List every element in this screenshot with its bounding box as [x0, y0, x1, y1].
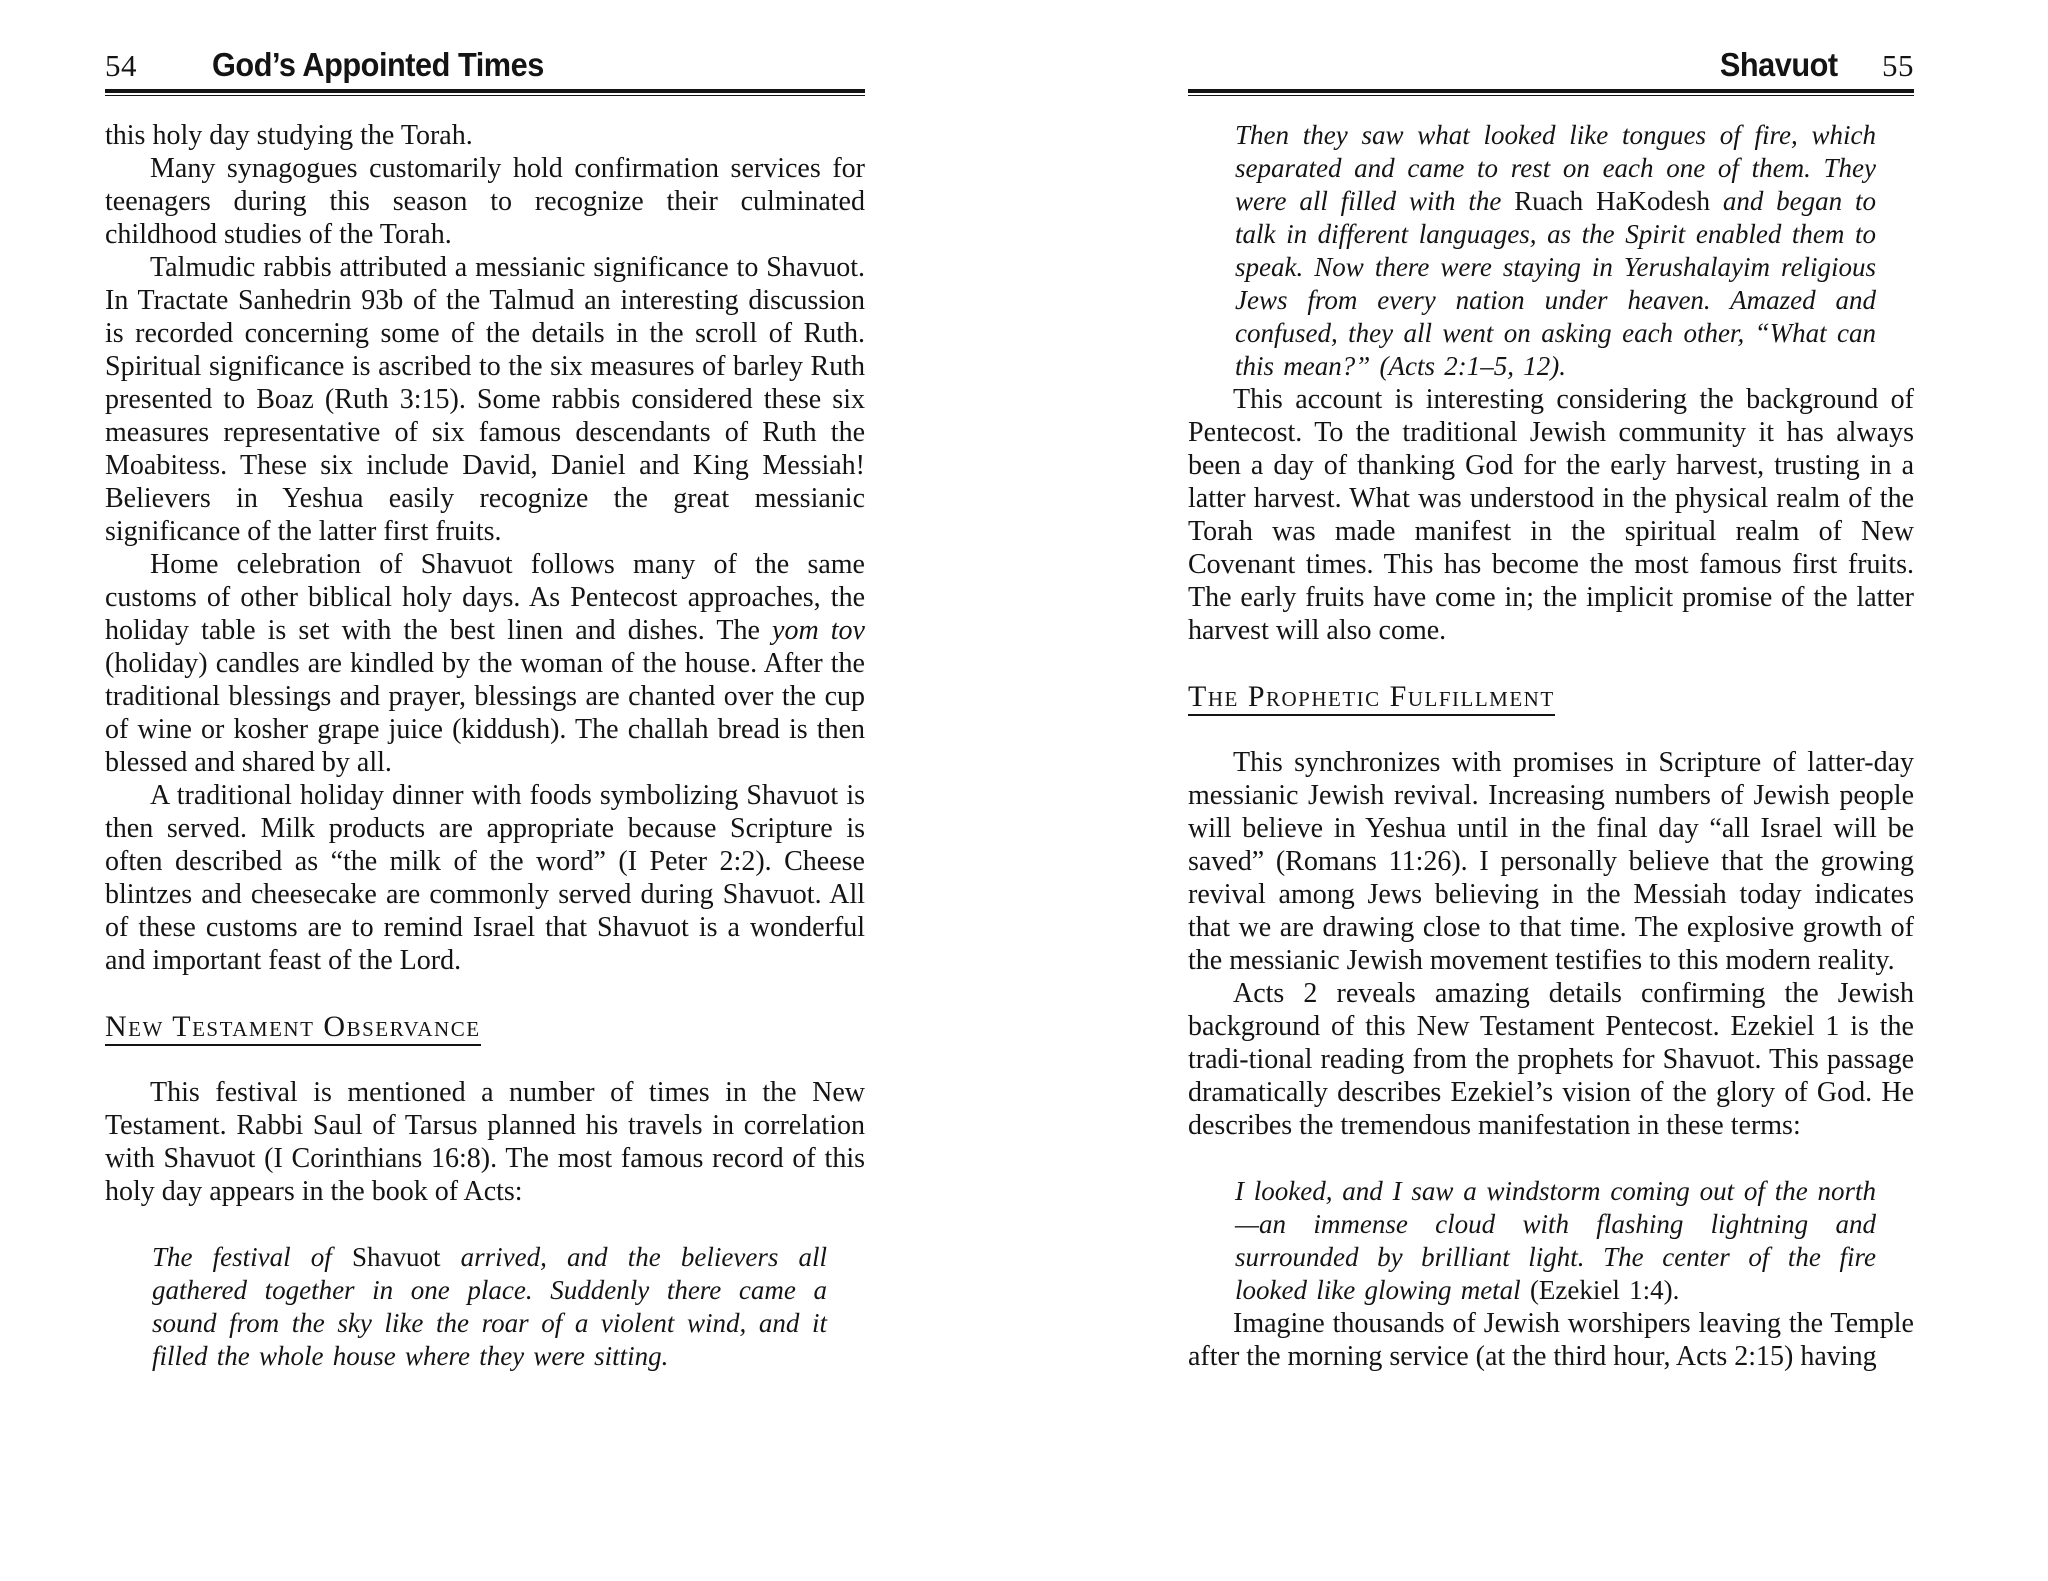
block-quote	[1235, 119, 1876, 383]
block-quote	[1235, 1175, 1876, 1307]
header-rule-right	[1188, 89, 1914, 96]
text-segment: This synchronizes with promises in Scripture of latter-day messianic Jewish revival. Increasing numbers of Jewish people will believe in Yeshua until in the final day “all Israel will be saved” (Romans 11:26). I personally believe that the growing revival among Jews believing in the Messiah today indicates that we are drawing close to that time. The explosive growth of the messianic Jewish movement testifies to this modern reality.	[1188, 747, 1914, 976]
text-segment: Talmudic rabbis attributed a messianic significance to Shavuot. In Tractate Sanhedrin 93b of the Talmud an interesting discussion is recorded concerning some of the details in the scroll of Ruth. Spiritual significance is ascribed to the six measures of barley Ruth presented to Boaz (Ruth 3:15). Some rabbis considered these six measures representative of six famous descendants of Ruth the Moabitess. These six include David, Daniel and King Messiah! Believers in Yeshua easily recognize the great messianic significance of the latter first fruits.	[105, 252, 865, 547]
running-title-right: Shavuot	[1720, 46, 1838, 83]
paragraph	[105, 152, 865, 251]
header-rule-left	[105, 89, 865, 96]
paragraph	[1188, 383, 1914, 647]
block-quote	[152, 1241, 827, 1373]
text-segment: Home celebration of Shavuot follows many of the same customs of other biblical holy days. As Pentecost approaches, the holiday table is set with the best linen and dishes. The	[105, 549, 865, 646]
text-segment: The Prophetic Fulfillment	[1188, 680, 1555, 716]
text-segment: (Ezekiel 1:4).	[1529, 1275, 1680, 1305]
text-segment: Many synagogues customarily hold confirmation services for teenagers during this season to recognize their culminated childhood studies of the Torah.	[105, 153, 865, 250]
running-title-left: God’s Appointed Times	[212, 46, 544, 83]
page-left-header	[105, 46, 865, 84]
paragraph	[1188, 977, 1914, 1142]
text-segment: Then they saw what looked like tongues of fire, which separated and came to rest on each one of them. They were all filled with the	[1235, 120, 1876, 216]
text-segment: this holy day studying the Torah.	[105, 120, 473, 151]
text-segment: yom tov	[772, 615, 865, 646]
text-segment: The festival of	[152, 1242, 352, 1272]
page-number-left: 54	[105, 48, 137, 83]
paragraph	[105, 251, 865, 548]
paragraph	[1188, 1307, 1914, 1373]
page-right	[1188, 46, 1914, 1373]
page-left-body	[105, 119, 865, 1373]
text-segment: Imagine thousands of Jewish worshipers leaving the Temple after the morning service (at the third hour, Acts 2:15) having	[1188, 1308, 1914, 1372]
text-segment: and began to talk in different languages, as the Spirit enabled them to speak. Now there were staying in Yerushalayim religious Jews from every nation under heaven. Amazed and confused, they all went on asking each other, “What can this mean?” (Acts 2:1–5, 12).	[1235, 186, 1876, 381]
text-segment: New Testament Observance	[105, 1010, 481, 1046]
page-right-body	[1188, 119, 1914, 1373]
paragraph	[105, 548, 865, 779]
text-segment: Shavuot	[351, 1242, 441, 1272]
page-right-header	[1188, 46, 1914, 84]
text-segment: I looked, and I saw a windstorm coming out of the north—an immense cloud with flashing lightning and surrounded by brilliant light. The center of the fire looked like glowing metal	[1235, 1176, 1876, 1305]
page-left	[105, 46, 865, 1373]
paragraph	[105, 1076, 865, 1208]
text-segment: (holiday) candles are kindled by the woman of the house. After the traditional blessings and prayer, blessings are chanted over the cup of wine or kosher grape juice (kiddush). The challah bread is then blessed and shared by all.	[105, 648, 865, 778]
page-number-right: 55	[1882, 48, 1914, 83]
text-segment: This festival is mentioned a number of times in the New Testament. Rabbi Saul of Tarsus planned his travels in correlation with Shavuot (I Corinthians 16:8). The most famous record of this holy day appears in the book of Acts:	[105, 1077, 865, 1207]
text-segment: Acts 2 reveals amazing details confirming the Jewish background of this New Testament Pentecost. Ezekiel 1 is the tradi-tional reading from the prophets for Shavuot. This passage dramatically describes Ezekiel’s vision of the glory of God. He describes the tremendous manifestation in these terms:	[1188, 978, 1914, 1141]
paragraph	[105, 119, 865, 152]
text-segment: Ruach HaKodesh	[1514, 186, 1710, 216]
text-segment: arrived, and the believers all gathered together in one place. Suddenly there came a sound from the sky like the roar of a violent wind, and it filled the whole house where they were sitting.	[152, 1242, 827, 1371]
text-segment: A traditional holiday dinner with foods symbolizing Shavuot is then served. Milk products are appropriate because Scripture is often described as “the milk of the word” (I Peter 2:2). Cheese blintzes and cheesecake are commonly served during Shavuot. All of these customs are to remind Israel that Shavuot is a wonderful and important feast of the Lord.	[105, 780, 865, 976]
paragraph	[105, 779, 865, 977]
text-segment: This account is interesting considering the background of Pentecost. To the traditional Jewish community it has always been a day of thanking God for the early harvest, trusting in a latter harvest. What was understood in the physical realm of the Torah was made manifest in the spiritual realm of New Covenant times. This has become the most famous first fruits. The early fruits have come in; the implicit promise of the latter harvest will also come.	[1188, 384, 1914, 646]
paragraph	[1188, 746, 1914, 977]
section-heading	[1188, 680, 1914, 713]
section-heading	[105, 1010, 865, 1043]
